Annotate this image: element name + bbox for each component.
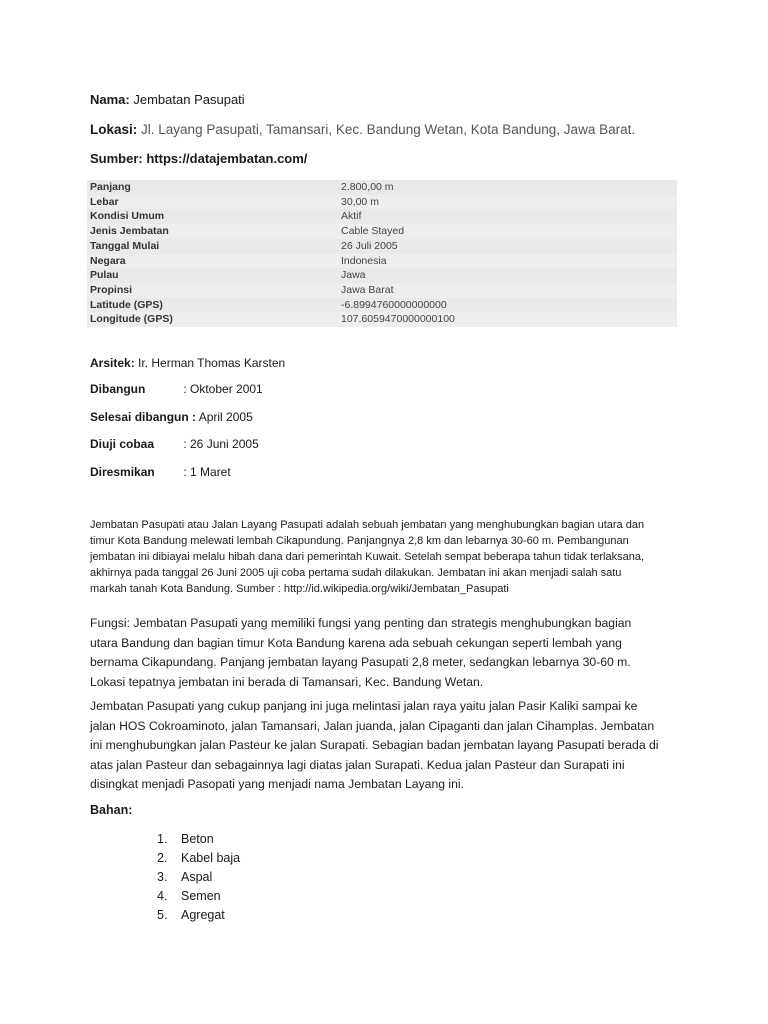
spec-value: 30,00 m: [338, 195, 677, 210]
paragraph-line: ini menghubungkan jalan Pasteur ke jalan Surapati. Sebagian badan jembatan layang Pasupati berada di: [90, 738, 659, 752]
completed-row: [90, 410, 253, 424]
diresmikan-label: Diresmikan: [90, 465, 155, 479]
list-number: 4.: [157, 889, 168, 903]
list-text: Kabel baja: [181, 851, 241, 865]
paragraph-line: disingkat menjadi Pasopati yang menjadi nama Jembatan Layang ini.: [90, 777, 464, 791]
spec-value: Cable Stayed: [338, 224, 677, 239]
list-item: [157, 849, 240, 868]
paragraph-line: markah tanah Kota Bandung. Sumber : http://id.wikipedia.org/wiki/Jembatan_Pasupati: [90, 583, 509, 595]
roads-paragraph: [90, 697, 690, 795]
spec-key: Panjang: [87, 180, 338, 195]
paragraph-line: jembatan ini dibiayai melalu hibah dana dari pemerintah Kuwait. Setelah sempat beberapa tahun tidak terlaksana,: [90, 551, 645, 563]
spec-row: [87, 180, 677, 195]
spec-key: Negara: [87, 254, 338, 269]
function-paragraph: [90, 614, 690, 692]
paragraph-line: timur Kota Bandung melewati lembah Cikapundung. Panjangnya 2,8 km dan lebarnya 30-60 m. Pembangunan: [90, 535, 629, 547]
source-line: Sumber: https://datajembatan.com/: [90, 151, 308, 166]
spec-value: Jawa: [338, 268, 677, 283]
bridge-name: [90, 92, 245, 107]
nama-value: Jembatan Pasupati: [133, 92, 245, 107]
spec-value: -6.8994760000000000: [338, 298, 677, 313]
spec-row: [87, 195, 677, 210]
list-text: Agregat: [181, 908, 225, 922]
paragraph-line: Jembatan Pasupati atau Jalan Layang Pasupati adalah sebuah jembatan yang menghubungkan bagian utara dan: [90, 519, 645, 531]
selesai-value: April 2005: [198, 410, 253, 424]
description-paragraph: [90, 517, 680, 597]
paragraph-line: jalan HOS Cokroaminoto, jalan Tamansari, Jalan juanda, jalan Cipaganti dan jalan Cihamplas. Jembatan: [90, 718, 655, 733]
spec-key: Jenis Jembatan: [87, 224, 338, 239]
paragraph-line: Jembatan Pasupati yang cukup panjang ini juga melintasi jalan raya yaitu jalan Pasir Kaliki sampai ke: [90, 699, 638, 713]
spec-row: [87, 239, 677, 254]
paragraph-line: akhirnya pada tanggal 26 Juni 2005 uji coba pertama sudah dilakukan. Jembatan ini akan menjadi salah satu: [90, 567, 622, 579]
paragraph-line: utara Bandung dan bagian timur Kota Bandung karena ada sebuah cekungan seperti lembah yang: [90, 635, 622, 650]
paragraph-line: bernama Cikapundang. Panjang jembatan layang Pasupati 2,8 meter, sedangkan lebarnya 30-60 m.: [90, 655, 631, 669]
arsitek-value: Ir. Herman Thomas Karsten: [138, 356, 286, 370]
spec-row: [87, 209, 677, 224]
spec-value: 107.6059470000000100: [338, 312, 677, 327]
paragraph-line: Lokasi tepatnya jembatan ini berada di Tamansari, Kec. Bandung Wetan.: [90, 674, 484, 689]
inaugurated-row: [90, 465, 231, 479]
spec-row: [87, 254, 677, 269]
diuji-label: Diuji cobaa: [90, 437, 155, 451]
dibangun-label: Dibangun: [90, 382, 146, 396]
spec-row: [87, 268, 677, 283]
lokasi-label: Lokasi:: [90, 122, 138, 137]
spec-key: Longitude (GPS): [87, 312, 338, 327]
list-text: Aspal: [181, 870, 213, 884]
spec-value: Aktif: [338, 209, 677, 224]
spec-table: [87, 180, 677, 327]
list-text: Semen: [181, 889, 221, 903]
trial-row: [90, 437, 259, 451]
nama-label: Nama:: [90, 92, 130, 107]
spec-value: 2.800,00 m: [338, 180, 677, 195]
list-number: 3.: [157, 870, 168, 884]
spec-key: Propinsi: [87, 283, 338, 298]
diuji-value: : 26 Juni 2005: [183, 437, 259, 451]
bridge-location: [90, 122, 635, 137]
lokasi-value: Jl. Layang Pasupati, Tamansari, Kec. Bandung Wetan, Kota Bandung, Jawa Barat.: [141, 122, 636, 137]
spec-value: Jawa Barat: [338, 283, 677, 298]
spec-value: 26 Juli 2005: [338, 239, 677, 254]
spec-row: [87, 312, 677, 327]
paragraph-line: Fungsi: Jembatan Pasupati yang memiliki fungsi yang penting dan strategis menghubungkan bagian: [90, 616, 632, 630]
spec-key: Tanggal Mulai: [87, 239, 338, 254]
spec-key: Kondisi Umum: [87, 209, 338, 224]
spec-row: [87, 283, 677, 298]
list-item: [157, 868, 240, 887]
list-item: [157, 830, 240, 849]
selesai-label: Selesai dibangun :: [90, 410, 197, 424]
paragraph-line: atas jalan Pasteur dan sebagainnya lagi diatas jalan Surapati. Kedua jalan Pasteur dan Surapati ini: [90, 757, 625, 772]
list-number: 2.: [157, 851, 168, 865]
list-item: [157, 906, 240, 925]
arsitek-label: Arsitek:: [90, 356, 135, 370]
list-number: 5.: [157, 908, 168, 922]
spec-key: Lebar: [87, 195, 338, 210]
spec-value: Indonesia: [338, 254, 677, 269]
built-row: [90, 382, 263, 396]
dibangun-value: : Oktober 2001: [183, 382, 263, 396]
list-text: Beton: [181, 832, 214, 846]
spec-key: Pulau: [87, 268, 338, 283]
materials-list: [157, 830, 240, 925]
spec-key: Latitude (GPS): [87, 298, 338, 313]
list-number: 1.: [157, 832, 168, 846]
list-item: [157, 887, 240, 906]
spec-row: [87, 298, 677, 313]
diresmikan-value: : 1 Maret: [183, 465, 231, 479]
spec-row: [87, 224, 677, 239]
architect-row: [90, 356, 285, 370]
materials-heading: Bahan:: [90, 803, 133, 817]
